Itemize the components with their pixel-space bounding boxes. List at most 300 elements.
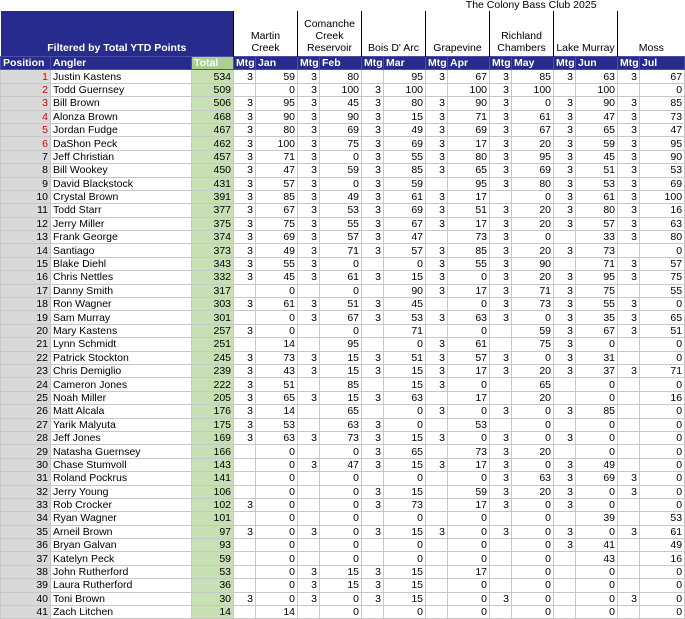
meeting-cell — [426, 445, 448, 458]
meeting-cell: 3 — [490, 445, 512, 458]
meeting-cell: 3 — [554, 271, 576, 284]
table-row — [1, 512, 685, 525]
position-cell: 28 — [1, 431, 51, 444]
angler-cell: Chase Stumvoll — [51, 458, 192, 471]
meeting-cell: 3 — [298, 110, 320, 123]
points-cell: 0 — [512, 418, 554, 431]
table-row — [1, 338, 685, 351]
angler-cell: Justin Kastens — [51, 70, 192, 83]
angler-cell: Matt Alcala — [51, 405, 192, 418]
meeting-cell: 3 — [554, 123, 576, 136]
meeting-cell: 3 — [298, 190, 320, 203]
meeting-cell: 3 — [490, 284, 512, 297]
points-cell: 17 — [448, 458, 490, 471]
points-cell: 33 — [576, 231, 618, 244]
meeting-cell — [426, 418, 448, 431]
angler-cell: Zach Litchen — [51, 606, 192, 619]
points-cell: 17 — [448, 190, 490, 203]
meeting-cell — [362, 472, 384, 485]
points-cell: 0 — [448, 525, 490, 538]
points-cell: 0 — [512, 512, 554, 525]
points-cell: 49 — [384, 123, 426, 136]
points-cell: 90 — [448, 97, 490, 110]
points-cell: 0 — [576, 592, 618, 605]
meeting-cell: 3 — [426, 338, 448, 351]
table-row — [1, 405, 685, 418]
meeting-cell: 3 — [618, 123, 640, 136]
meeting-cell: 3 — [554, 324, 576, 337]
table-row — [1, 83, 685, 96]
points-cell: 80 — [448, 150, 490, 163]
points-cell: 90 — [256, 110, 298, 123]
meeting-cell — [554, 445, 576, 458]
position-cell: 14 — [1, 244, 51, 257]
points-cell: 53 — [640, 512, 685, 525]
table-row — [1, 579, 685, 592]
meeting-cell — [490, 378, 512, 391]
points-cell: 15 — [384, 525, 426, 538]
total-cell: 467 — [192, 123, 234, 136]
points-cell: 0 — [256, 445, 298, 458]
points-cell: 0 — [448, 472, 490, 485]
meeting-cell: 3 — [234, 498, 256, 511]
table-row — [1, 539, 685, 552]
meeting-cell: 3 — [298, 431, 320, 444]
meeting-cell — [618, 391, 640, 404]
total-cell: 462 — [192, 137, 234, 150]
meeting-cell — [234, 552, 256, 565]
meeting-cell: 3 — [298, 244, 320, 257]
standings-body — [1, 70, 685, 619]
points-cell: 0 — [640, 592, 685, 605]
meeting-cell: 3 — [618, 177, 640, 190]
mtg-header: Mtg — [234, 57, 256, 70]
points-cell: 53 — [320, 204, 362, 217]
points-cell: 67 — [384, 217, 426, 230]
meeting-cell: 3 — [234, 324, 256, 337]
month-header: Apr — [448, 57, 490, 70]
points-cell: 16 — [640, 204, 685, 217]
position-cell: 24 — [1, 378, 51, 391]
meeting-cell: 3 — [554, 110, 576, 123]
position-cell: 12 — [1, 217, 51, 230]
points-cell: 73 — [256, 351, 298, 364]
position-cell: 29 — [1, 445, 51, 458]
meeting-cell — [618, 405, 640, 418]
angler-cell: Jeff Jones — [51, 431, 192, 444]
points-cell: 0 — [384, 606, 426, 619]
total-header: Total — [192, 57, 234, 70]
points-cell: 49 — [320, 190, 362, 203]
meeting-cell — [618, 284, 640, 297]
meeting-cell: 3 — [618, 164, 640, 177]
points-cell: 0 — [256, 565, 298, 578]
month-header: Jul — [640, 57, 685, 70]
meeting-cell — [490, 190, 512, 203]
points-cell: 0 — [320, 606, 362, 619]
points-cell: 0 — [640, 498, 685, 511]
meeting-cell: 3 — [490, 164, 512, 177]
angler-cell: John Rutherford — [51, 565, 192, 578]
points-cell: 0 — [640, 485, 685, 498]
points-cell: 17 — [448, 137, 490, 150]
meeting-cell: 3 — [554, 458, 576, 471]
meeting-cell: 3 — [298, 83, 320, 96]
points-cell: 0 — [512, 190, 554, 203]
points-cell: 0 — [512, 552, 554, 565]
points-cell: 65 — [256, 391, 298, 404]
points-cell: 37 — [576, 364, 618, 377]
points-cell: 71 — [384, 324, 426, 337]
points-cell: 0 — [640, 606, 685, 619]
angler-cell: Natasha Guernsey — [51, 445, 192, 458]
points-cell: 0 — [512, 351, 554, 364]
mtg-header: Mtg — [362, 57, 384, 70]
points-cell: 15 — [384, 458, 426, 471]
points-cell: 0 — [576, 579, 618, 592]
points-cell: 63 — [384, 391, 426, 404]
meeting-cell: 3 — [618, 525, 640, 538]
meeting-cell: 3 — [362, 231, 384, 244]
points-cell: 14 — [256, 338, 298, 351]
points-cell: 0 — [576, 378, 618, 391]
angler-cell: Bill Brown — [51, 97, 192, 110]
meeting-cell: 3 — [234, 271, 256, 284]
angler-cell: Jerry Miller — [51, 217, 192, 230]
points-cell: 0 — [256, 472, 298, 485]
meeting-cell: 3 — [618, 190, 640, 203]
angler-cell: Sam Murray — [51, 311, 192, 324]
meeting-cell: 3 — [490, 257, 512, 270]
meeting-cell: 3 — [234, 364, 256, 377]
position-header: Position — [1, 57, 51, 70]
angler-cell: Blake Diehl — [51, 257, 192, 270]
meeting-cell: 3 — [298, 391, 320, 404]
meeting-cell — [362, 606, 384, 619]
points-cell: 61 — [256, 298, 298, 311]
points-cell: 59 — [320, 164, 362, 177]
position-cell: 41 — [1, 606, 51, 619]
meeting-cell — [298, 539, 320, 552]
position-cell: 2 — [1, 83, 51, 96]
meeting-cell: 3 — [554, 364, 576, 377]
total-cell: 343 — [192, 257, 234, 270]
points-cell: 0 — [448, 512, 490, 525]
points-cell: 47 — [576, 110, 618, 123]
points-cell: 0 — [640, 431, 685, 444]
mtg-header: Mtg — [298, 57, 320, 70]
points-cell: 0 — [640, 472, 685, 485]
meeting-cell — [490, 338, 512, 351]
meeting-cell — [298, 472, 320, 485]
meeting-cell: 3 — [618, 150, 640, 163]
table-row — [1, 458, 685, 471]
meeting-cell — [618, 606, 640, 619]
points-cell: 53 — [384, 311, 426, 324]
meeting-cell: 3 — [554, 485, 576, 498]
points-cell: 90 — [640, 150, 685, 163]
meeting-cell — [362, 284, 384, 297]
meeting-cell: 3 — [490, 150, 512, 163]
meeting-cell: 3 — [298, 565, 320, 578]
meeting-cell: 3 — [490, 298, 512, 311]
meeting-cell — [234, 83, 256, 96]
points-cell: 15 — [384, 485, 426, 498]
points-cell: 71 — [640, 364, 685, 377]
points-cell: 20 — [512, 391, 554, 404]
meeting-cell — [554, 378, 576, 391]
lake-name: Moss — [618, 11, 685, 57]
meeting-cell: 3 — [554, 472, 576, 485]
meeting-cell — [554, 418, 576, 431]
points-cell: 49 — [576, 458, 618, 471]
angler-cell: DaShon Peck — [51, 137, 192, 150]
meeting-cell: 3 — [362, 190, 384, 203]
points-cell: 0 — [320, 177, 362, 190]
meeting-cell — [618, 338, 640, 351]
points-cell: 67 — [512, 123, 554, 136]
meeting-cell: 3 — [298, 592, 320, 605]
points-cell: 63 — [256, 431, 298, 444]
angler-cell: Bryan Galvan — [51, 539, 192, 552]
points-cell: 67 — [448, 70, 490, 83]
meeting-cell: 3 — [554, 431, 576, 444]
meeting-cell — [554, 592, 576, 605]
total-cell: 106 — [192, 485, 234, 498]
meeting-cell — [426, 324, 448, 337]
meeting-cell — [618, 83, 640, 96]
total-cell: 97 — [192, 525, 234, 538]
points-cell: 55 — [384, 150, 426, 163]
position-cell: 21 — [1, 338, 51, 351]
position-cell: 36 — [1, 539, 51, 552]
points-cell: 0 — [384, 338, 426, 351]
position-cell: 32 — [1, 485, 51, 498]
table-row — [1, 431, 685, 444]
points-cell: 14 — [256, 606, 298, 619]
meeting-cell — [618, 445, 640, 458]
angler-cell: Patrick Stockton — [51, 351, 192, 364]
meeting-cell — [618, 458, 640, 471]
points-cell: 90 — [320, 110, 362, 123]
meeting-cell: 3 — [298, 137, 320, 150]
meeting-cell — [234, 311, 256, 324]
meeting-cell: 3 — [426, 110, 448, 123]
points-cell: 57 — [640, 257, 685, 270]
meeting-cell: 3 — [426, 217, 448, 230]
table-row — [1, 552, 685, 565]
meeting-cell — [426, 539, 448, 552]
points-cell: 20 — [512, 445, 554, 458]
meeting-cell: 3 — [362, 271, 384, 284]
points-cell: 59 — [576, 137, 618, 150]
meeting-cell: 3 — [426, 364, 448, 377]
angler-cell: David Blackstock — [51, 177, 192, 190]
points-cell: 51 — [448, 204, 490, 217]
points-cell: 0 — [320, 324, 362, 337]
meeting-cell — [298, 338, 320, 351]
table-row — [1, 257, 685, 270]
meeting-cell: 3 — [234, 164, 256, 177]
meeting-cell: 3 — [234, 351, 256, 364]
meeting-cell — [234, 338, 256, 351]
meeting-cell: 3 — [298, 70, 320, 83]
total-cell: 141 — [192, 472, 234, 485]
points-cell: 69 — [256, 231, 298, 244]
points-cell: 15 — [384, 579, 426, 592]
position-cell: 16 — [1, 271, 51, 284]
position-cell: 1 — [1, 70, 51, 83]
meeting-cell — [298, 405, 320, 418]
meeting-cell: 3 — [554, 204, 576, 217]
table-row — [1, 164, 685, 177]
meeting-cell — [234, 485, 256, 498]
points-cell: 0 — [384, 257, 426, 270]
meeting-cell: 3 — [618, 97, 640, 110]
meeting-cell — [234, 512, 256, 525]
meeting-cell: 3 — [490, 217, 512, 230]
angler-cell: Laura Rutherford — [51, 579, 192, 592]
lake-name: Lake Murray — [554, 11, 618, 57]
angler-cell: Todd Guernsey — [51, 83, 192, 96]
meeting-cell: 3 — [234, 70, 256, 83]
points-cell: 65 — [576, 123, 618, 136]
points-cell: 17 — [448, 364, 490, 377]
total-cell: 169 — [192, 431, 234, 444]
table-row — [1, 592, 685, 605]
meeting-cell — [362, 324, 384, 337]
meeting-cell — [490, 552, 512, 565]
points-cell: 15 — [384, 565, 426, 578]
position-cell: 17 — [1, 284, 51, 297]
points-cell: 59 — [448, 485, 490, 498]
club-title: The Colony Bass Club 2025 — [465, 0, 597, 11]
points-cell: 53 — [640, 164, 685, 177]
table-row — [1, 244, 685, 257]
meeting-cell — [490, 565, 512, 578]
meeting-cell: 3 — [234, 418, 256, 431]
points-cell: 95 — [640, 137, 685, 150]
points-cell: 61 — [512, 110, 554, 123]
meeting-cell: 3 — [618, 298, 640, 311]
points-cell: 55 — [640, 284, 685, 297]
table-row — [1, 351, 685, 364]
total-cell: 251 — [192, 338, 234, 351]
points-cell: 17 — [448, 284, 490, 297]
meeting-cell — [426, 485, 448, 498]
meeting-cell: 3 — [234, 431, 256, 444]
points-cell: 0 — [512, 579, 554, 592]
meeting-cell — [298, 512, 320, 525]
meeting-cell — [298, 418, 320, 431]
points-cell: 55 — [448, 257, 490, 270]
points-cell: 57 — [576, 217, 618, 230]
table-row — [1, 525, 685, 538]
points-cell: 0 — [320, 552, 362, 565]
points-cell: 20 — [512, 217, 554, 230]
points-cell: 0 — [512, 311, 554, 324]
points-cell: 73 — [448, 445, 490, 458]
meeting-cell — [362, 338, 384, 351]
points-cell: 0 — [384, 512, 426, 525]
points-cell: 61 — [320, 271, 362, 284]
points-cell: 65 — [640, 311, 685, 324]
points-cell: 0 — [448, 431, 490, 444]
meeting-cell: 3 — [426, 150, 448, 163]
points-cell: 85 — [512, 70, 554, 83]
meeting-cell — [298, 552, 320, 565]
total-cell: 374 — [192, 231, 234, 244]
total-cell: 14 — [192, 606, 234, 619]
points-cell: 69 — [384, 137, 426, 150]
points-cell: 15 — [320, 351, 362, 364]
points-cell: 0 — [512, 405, 554, 418]
meeting-cell — [618, 552, 640, 565]
meeting-cell — [426, 552, 448, 565]
meeting-cell — [426, 83, 448, 96]
points-cell: 63 — [576, 70, 618, 83]
angler-cell: Mary Kastens — [51, 324, 192, 337]
meeting-cell — [234, 539, 256, 552]
total-cell: 102 — [192, 498, 234, 511]
meeting-cell — [426, 606, 448, 619]
points-cell: 0 — [384, 418, 426, 431]
total-cell: 506 — [192, 97, 234, 110]
points-cell: 43 — [576, 552, 618, 565]
total-cell: 93 — [192, 539, 234, 552]
month-header: Jan — [256, 57, 298, 70]
table-row — [1, 485, 685, 498]
meeting-cell: 3 — [362, 431, 384, 444]
points-cell: 95 — [320, 338, 362, 351]
points-cell: 73 — [576, 244, 618, 257]
points-cell: 0 — [512, 231, 554, 244]
points-cell: 85 — [384, 164, 426, 177]
month-header: Jun — [576, 57, 618, 70]
table-row — [1, 311, 685, 324]
points-cell: 100 — [640, 190, 685, 203]
points-cell: 17 — [448, 565, 490, 578]
points-cell: 0 — [256, 458, 298, 471]
meeting-cell: 3 — [490, 244, 512, 257]
meeting-cell: 3 — [618, 592, 640, 605]
points-cell: 0 — [512, 539, 554, 552]
table-row — [1, 97, 685, 110]
points-cell: 0 — [576, 418, 618, 431]
meeting-cell: 3 — [362, 364, 384, 377]
meeting-cell: 3 — [298, 231, 320, 244]
points-cell: 49 — [640, 539, 685, 552]
points-cell: 0 — [512, 431, 554, 444]
meeting-cell: 3 — [426, 190, 448, 203]
meeting-cell: 3 — [298, 311, 320, 324]
meeting-cell — [362, 257, 384, 270]
position-cell: 25 — [1, 391, 51, 404]
meeting-cell — [426, 231, 448, 244]
meeting-cell: 3 — [362, 83, 384, 96]
points-cell: 0 — [512, 606, 554, 619]
position-cell: 39 — [1, 579, 51, 592]
angler-cell: Arneil Brown — [51, 525, 192, 538]
points-cell: 0 — [448, 405, 490, 418]
points-cell: 67 — [256, 204, 298, 217]
angler-cell: Katelyn Peck — [51, 552, 192, 565]
points-cell: 51 — [320, 298, 362, 311]
meeting-cell — [234, 565, 256, 578]
points-cell: 0 — [640, 378, 685, 391]
total-cell: 301 — [192, 311, 234, 324]
meeting-cell: 3 — [490, 472, 512, 485]
